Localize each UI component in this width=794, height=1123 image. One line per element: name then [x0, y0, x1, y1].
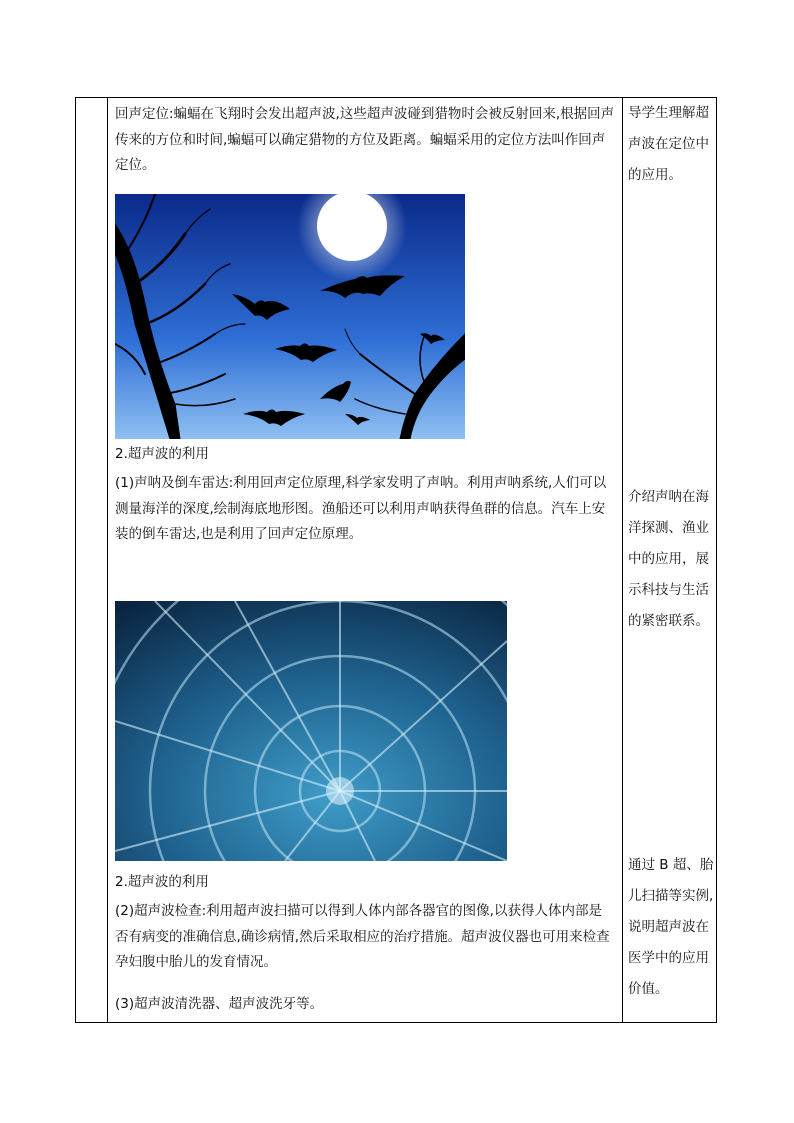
column-divider-right: [622, 98, 623, 1022]
ultrasound-exam-paragraph: (2)超声波检查:利用超声波扫描可以得到人体内部各器官的图像,以获得人体内部是否有病变的准确信息,确诊病情,然后采取相应的治疗措施。超声波仪器也可用来检查孕妇腹中胎儿的发育情况。: [115, 903, 610, 970]
section-heading-2: 2.超声波的利用: [115, 874, 209, 890]
note-medical: 通过 B 超、胎儿扫描等实例,说明超声波在医学中的应用价值。: [628, 857, 714, 997]
bat-moon-image: [115, 194, 465, 439]
lesson-table: [75, 97, 717, 1023]
bat-echolocation-paragraph: 回声定位:蝙蝠在飞翔时会发出超声波,这些超声波碰到猎物时会被反射回来,根据回声传来的方位和时间,蝙蝠可以确定猎物的方位及距离。蝙蝠采用的定位方法叫作回声定位。: [115, 106, 615, 173]
ultrasound-cleaner-paragraph: (3)超声波清洗器、超声波洗牙等。: [115, 996, 324, 1012]
note-sonar: 介绍声呐在海洋探测、渔业中的应用，展示科技与生活的紧密联系。: [628, 489, 709, 629]
sonar-image: [115, 601, 507, 861]
column-divider-left: [107, 98, 108, 1022]
section-heading-1: 2.超声波的利用: [115, 446, 209, 462]
sonar-paragraph: (1)声呐及倒车雷达:利用回声定位原理,科学家发明了声呐。利用声呐系统,人们可以测量海洋的深度,绘制海底地形图。渔船还可以利用声呐获得鱼群的信息。汽车上安装的倒车雷达,也是利用了回声定位原理。: [115, 475, 607, 542]
note-echolocation: 导学生理解超声波在定位中的应用。: [628, 105, 709, 183]
